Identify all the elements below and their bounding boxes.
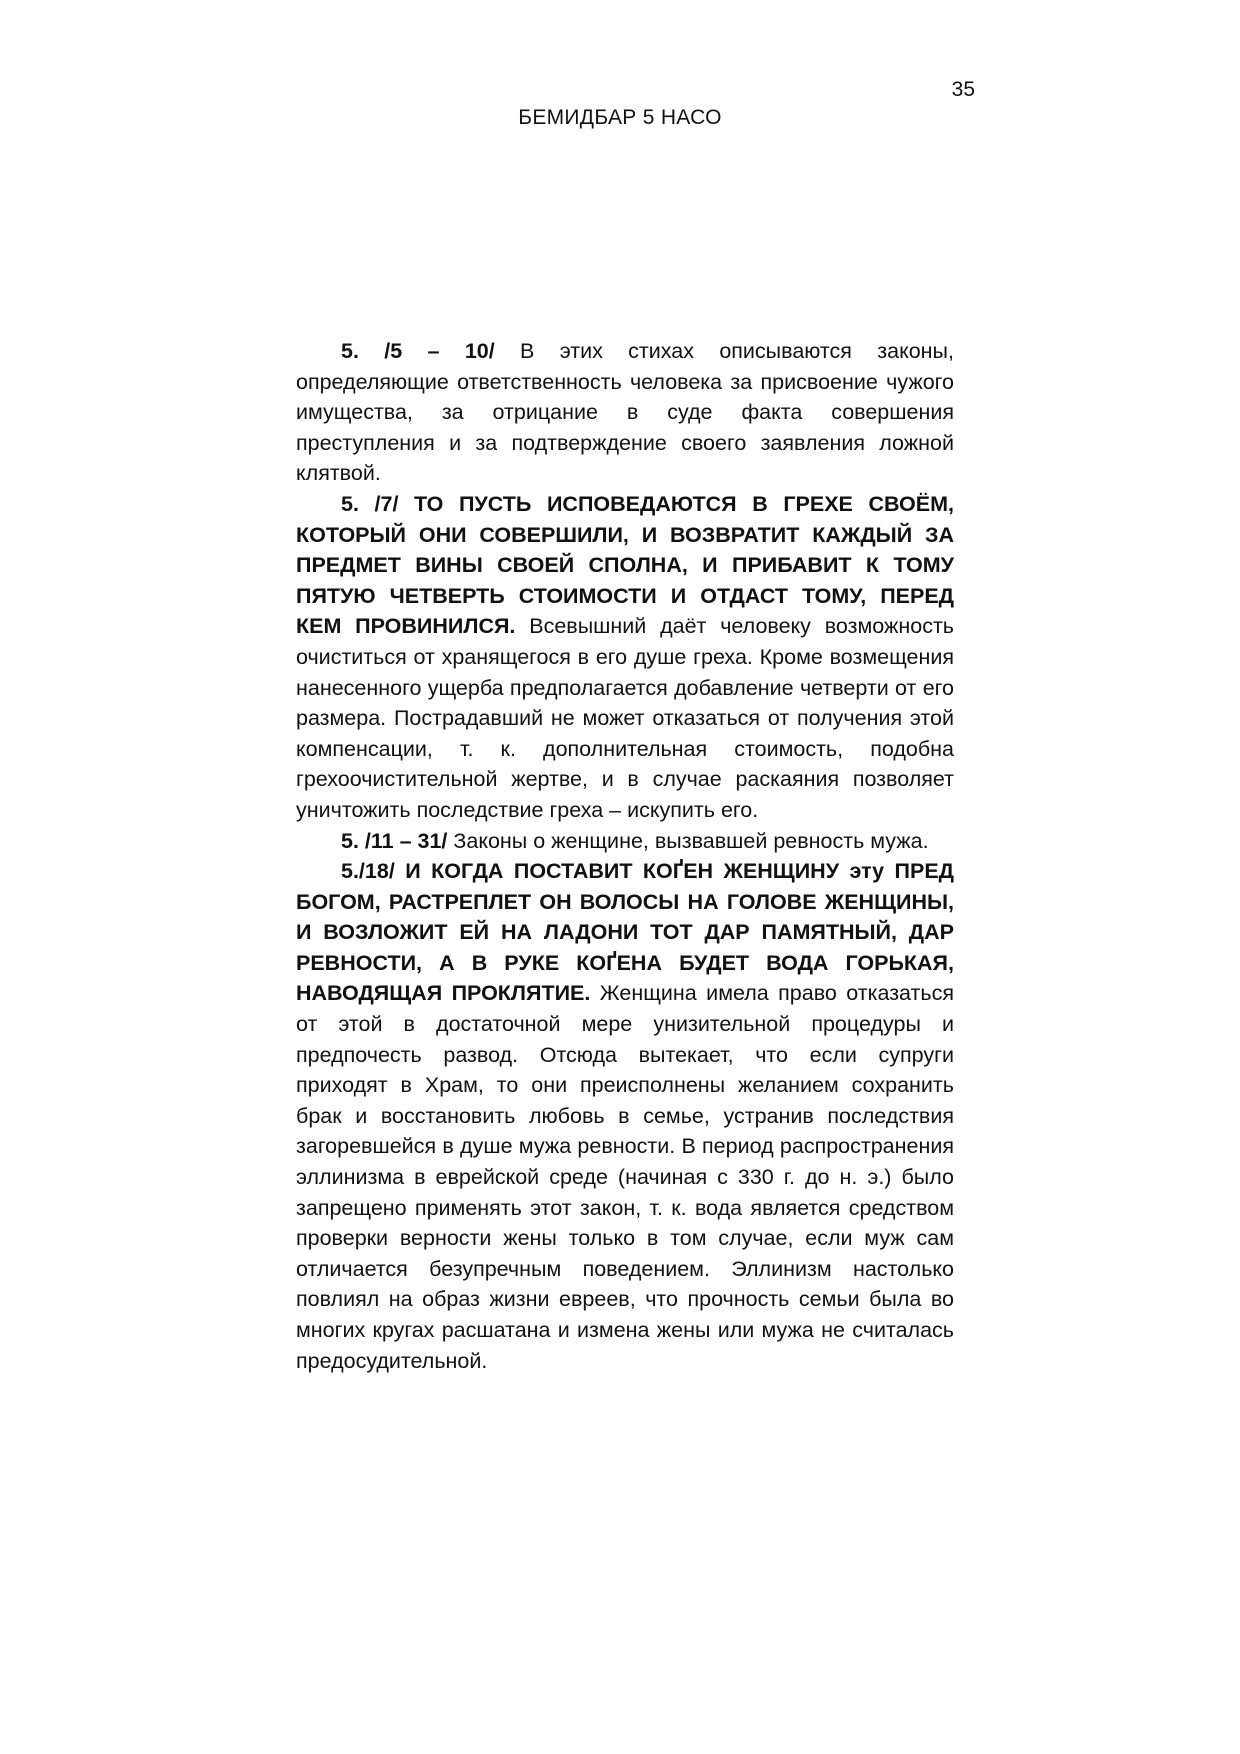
page-number: 35: [951, 78, 975, 101]
running-head: БЕМИДБАР 5 НАСО: [518, 106, 722, 129]
verse-quote: 5. /7/ ТО ПУСТЬ ИСПОВЕДАЮТСЯ В ГРЕХЕ СВОЁМ, КОТОРЫЙ ОНИ СОВЕРШИЛИ, И ВОЗВРАТИТ КАЖДЫЙ ЗА ПРЕДМЕТ ВИНЫ СВОЕЙ СПОЛНА, И ПРИБАВИТ К ТОМУ ПЯТУЮ ЧЕТВЕРТЬ СТОИМОСТИ И ОТДАСТ ТОМУ, ПЕРЕД КЕМ ПРОВИНИЛСЯ.: [296, 491, 954, 639]
paragraph-verse-18: [296, 856, 954, 1376]
commentary-text: Всевышний даёт человеку возможность очиститься от хранящегося в его душе греха. Кроме возмещения нанесенного ущерба предполагается добавление четверти от его размера. Пострадавший не может отказаться от получения этой компенсации, т. к. дополнительная стоимость, подобна грехоочистительной жертве, и в случае раскаяния позволяет уничтожить последствие греха – искупить его.: [296, 614, 954, 822]
commentary-text: Законы о женщине, вызвавшей ревность мужа.: [447, 828, 929, 853]
verse-reference: 5. /5 – 10/: [341, 339, 495, 363]
body-text: [296, 336, 954, 1376]
verse-quote: 5./18/ И КОГДА ПОСТАВИТ КОҐЕН ЖЕНЩИНУ эту ПРЕД БОГОМ, РАСТРЕПЛЕТ ОН ВОЛОСЫ НА ГОЛОВЕ ЖЕНЩИНЫ, И ВОЗЛОЖИТ ЕЙ НА ЛАДОНИ ТОТ ДАР ПАМЯТНЫЙ, ДАР РЕВНОСТИ, А В РУКЕ КОҐЕНА БУДЕТ ВОДА ГОРЬКАЯ, НАВОДЯЩАЯ ПРОКЛЯТИЕ.: [296, 859, 954, 1006]
paragraph-verses-11-31: [296, 826, 954, 857]
paragraph-verses-5-10: [296, 336, 954, 489]
paragraph-verse-7: [296, 489, 954, 826]
commentary-text: В этих стихах описываются законы, определяющие ответственность человека за присвоение чужого имущества, за отрицание в суде факта совершения преступления и за подтверждение своего заявления ложной клятвой.: [296, 339, 954, 486]
verse-reference: 5. /11 – 31/: [341, 828, 448, 853]
commentary-text: Женщина имела право отказаться от этой в достаточной мере унизительной процедуры и предпочесть развод. Отсюда вытекает, что если супруги приходят в Храм, то они преисполнены желанием сохранить брак и восстановить любовь в семье, устранив последствия загоревшейся в душе мужа ревности. В период распространения эллинизма в еврейской среде (начиная с 330 г. до н. э.) было запрещено применять этот закон, т. к. вода является средством проверки верности жены только в том случае, если муж сам отличается безупречным поведением. Эллинизм настолько повлиял на образ жизни евреев, что прочность семьи была во многих кругах расшатана и измена жены или мужа не считалась предосудительной.: [296, 981, 954, 1373]
